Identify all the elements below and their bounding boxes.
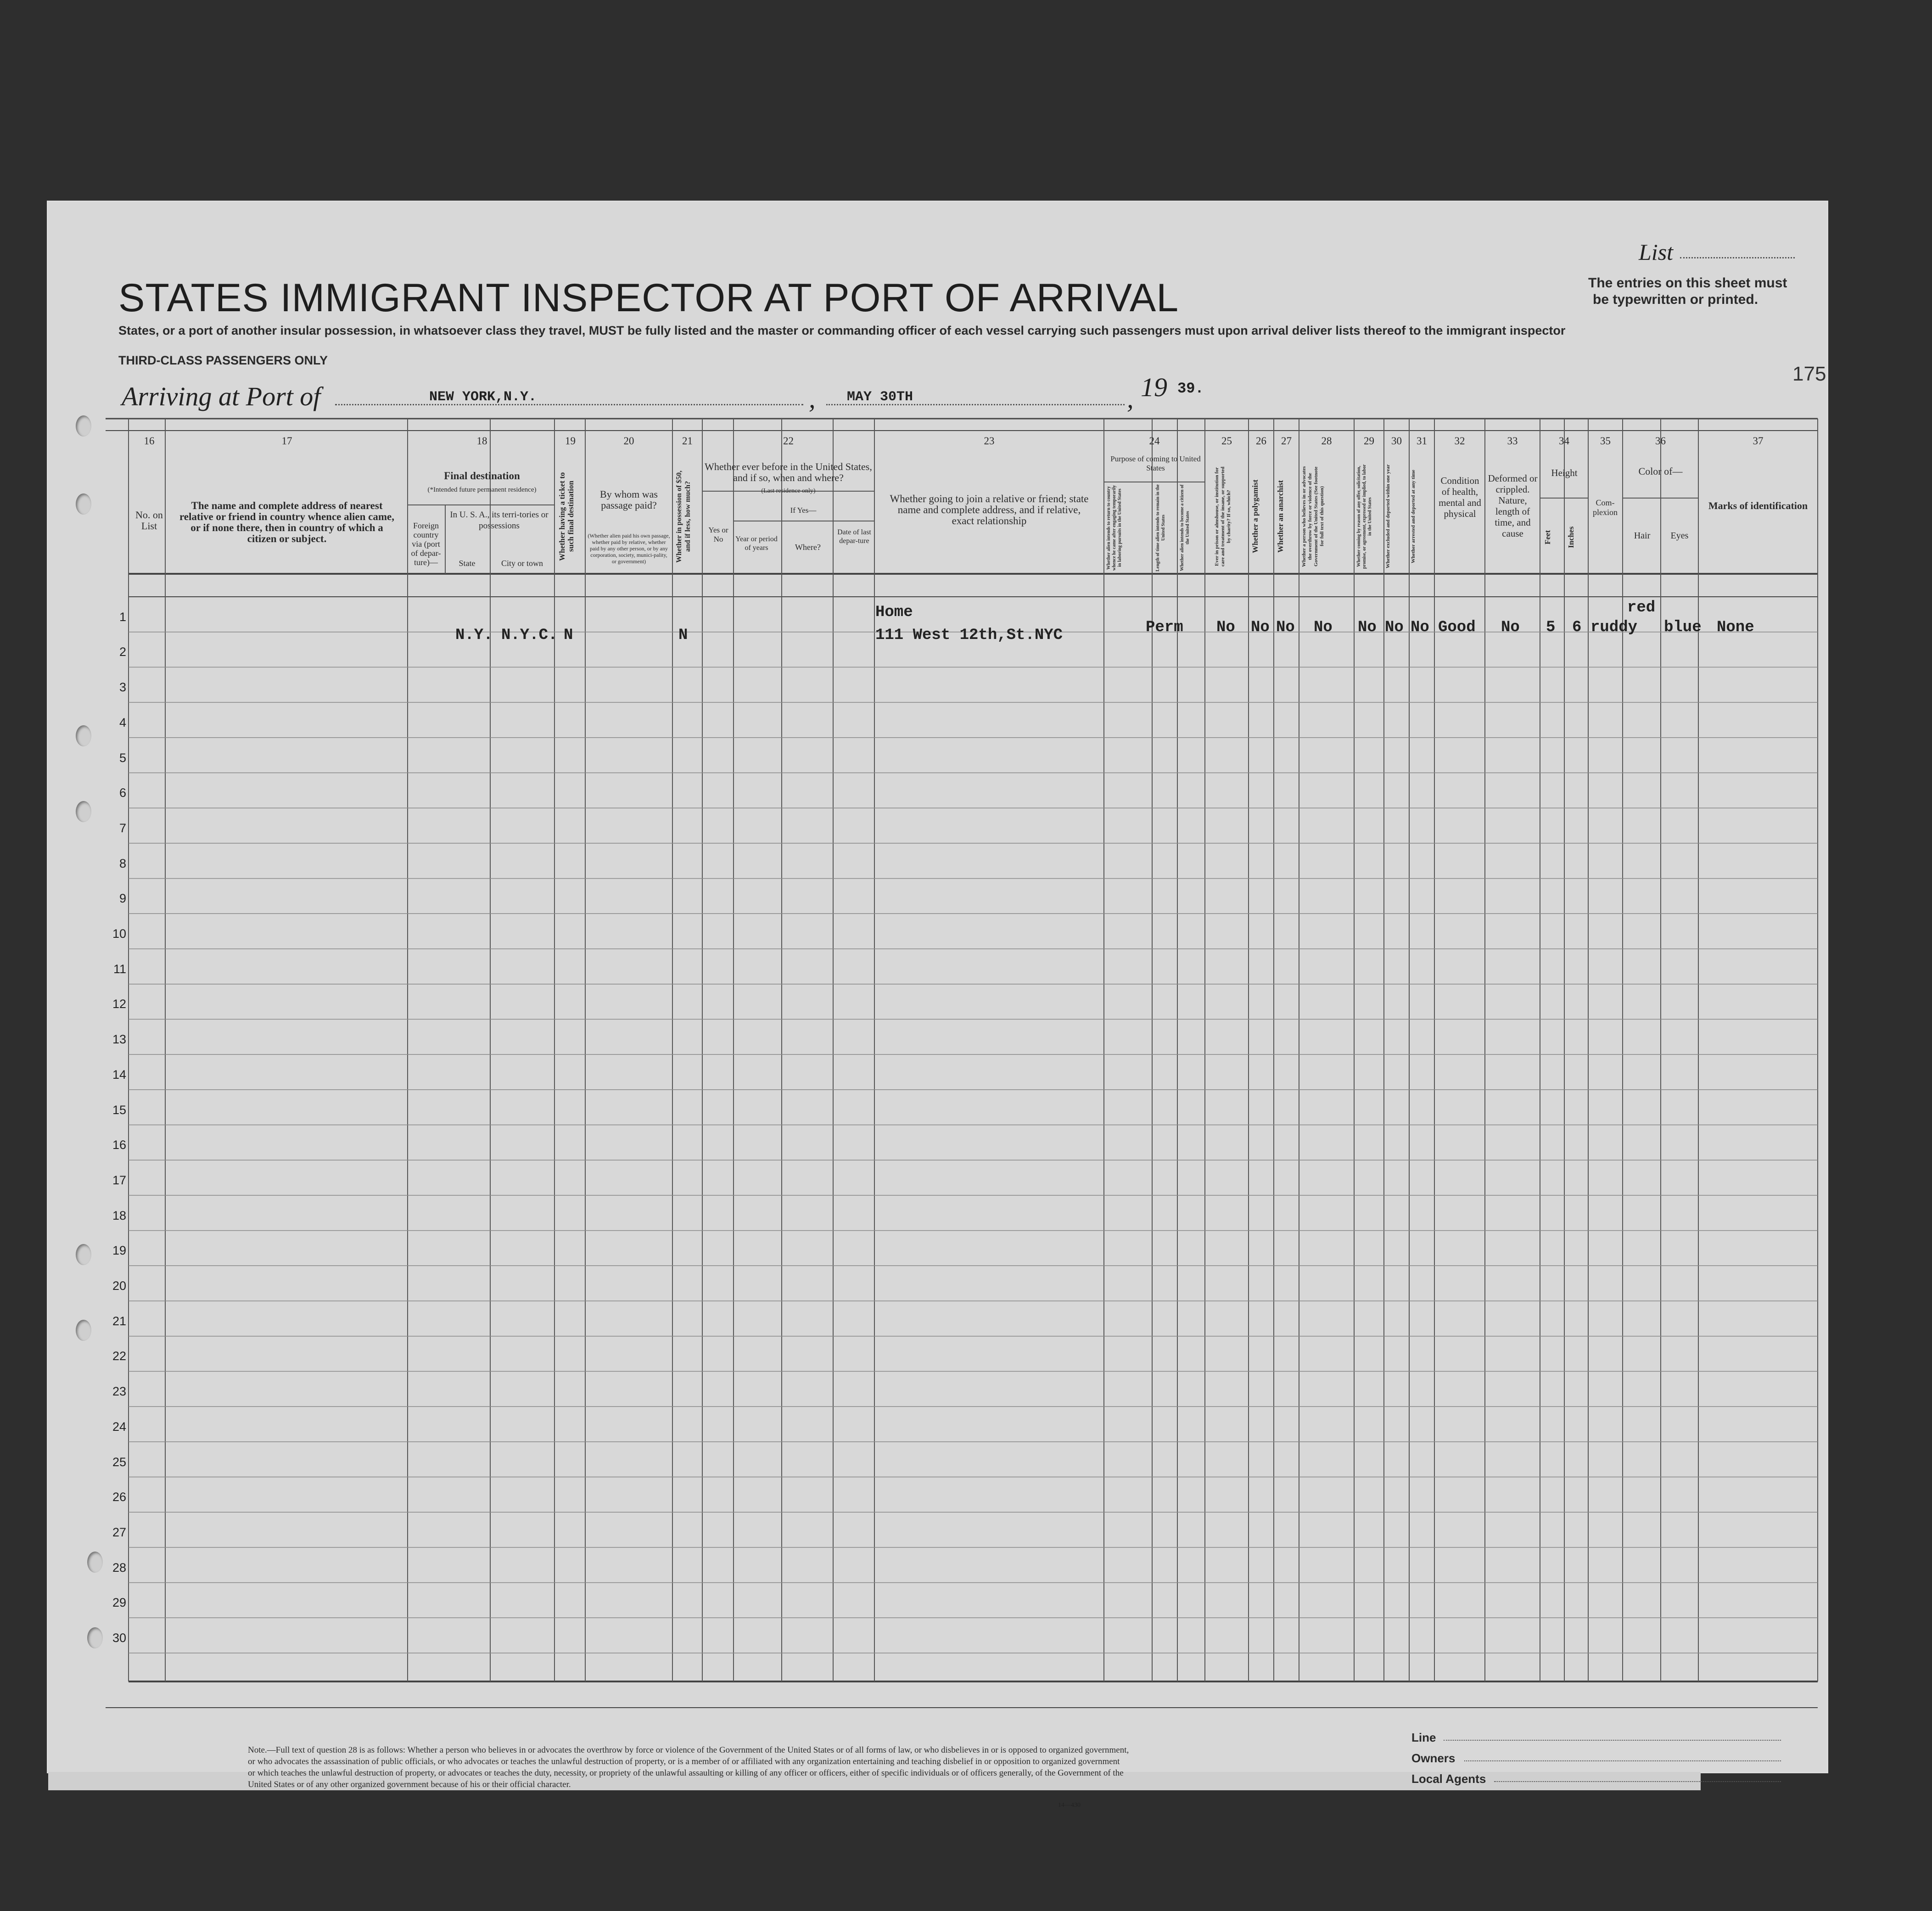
col-num-28: 28: [1321, 435, 1332, 447]
row1-polygamist: No: [1251, 619, 1270, 636]
col-header-22-yesno: Yes or No: [708, 526, 728, 544]
row1-join-line1: Home: [875, 604, 913, 621]
row1-excluded: No: [1385, 619, 1404, 636]
col-num-22: 22: [783, 435, 794, 447]
row1-prison: No: [1216, 619, 1235, 636]
footnote-question-28: Note.—Full text of question 28 is as follows: Whether a person who believes in or advocates the overthrow by force or violence of the Government of the United States or of all forms of law, or who disbelieves in or is opposed to organized government, or who advocates the assassination of public officials, or who advocates or teaches the unlawful destruction of property, or is a member of or affiliated with any organization entertaining and teaching disbelief in or opposition to organized government or which teaches the unlawful destruction of property, or advocates or teaches the duty, necessity, or propriety of the unlawful assaulting or killing of any officer or officers, either of specific individuals or of officers generally, of the Government of the United States or of any other organized government because of his or their official character.: [248, 1745, 1129, 1789]
col-header-36: Color of—: [1638, 465, 1683, 477]
row-number: 19: [112, 1244, 126, 1258]
comma: ,: [809, 384, 816, 414]
col-header-20: By whom was passage paid?: [600, 488, 658, 511]
col-num-16: 16: [144, 435, 155, 447]
row-number: 9: [119, 891, 126, 906]
col-header-34: Height: [1551, 467, 1578, 478]
year-value: 39.: [1177, 380, 1204, 397]
row1-deformed: No: [1501, 619, 1520, 636]
col-header-22-sub: (Last residence only): [761, 488, 816, 494]
col-header-17: The name and complete address of nearest relative or friend in country whence alien came, or if none there, then in country of which a citizen or subject.: [179, 500, 394, 544]
row-number: 7: [119, 821, 126, 835]
row1-anarchist: No: [1276, 619, 1295, 636]
col-num-32: 32: [1454, 435, 1465, 447]
col-header-26: Whether a polygamist: [1251, 479, 1260, 554]
comma: ,: [1127, 384, 1134, 414]
year-prefix: 19: [1141, 372, 1167, 402]
col-num-27: 27: [1281, 435, 1292, 447]
entries-note-2: be typewritten or printed.: [1593, 292, 1758, 307]
row-number: 15: [112, 1103, 126, 1117]
row-number: 24: [112, 1419, 126, 1434]
col-num-30: 30: [1391, 435, 1402, 447]
entries-note-1: The entries on this sheet must: [1588, 275, 1787, 291]
line-field: [1444, 1740, 1781, 1741]
page-number: 175: [1792, 363, 1826, 385]
row-number: 25: [112, 1455, 126, 1469]
row-number: 3: [119, 680, 126, 695]
col-header-18-usa: In U. S. A., its terri-tories or possessions: [450, 510, 549, 531]
local-agents-label: Local Agents: [1411, 1772, 1486, 1786]
form-title: STATES IMMIGRANT INSPECTOR AT PORT OF ARRIVAL: [118, 276, 1179, 320]
col-header-34-feet: Feet: [1543, 530, 1552, 544]
row1-purpose: Perm: [1146, 619, 1183, 636]
col-header-24c: Whether alien intends to become a citizen of the United States: [1180, 484, 1190, 572]
col-header-22-ifyes: If Yes—: [790, 506, 817, 515]
instruction-text: States, or a port of another insular possession, in whatsoever class they travel, MUST be fully listed and the master or commanding officer of each vessel carrying such passengers must upon arrival deliver lists thereof to the immigrant inspector: [118, 324, 1566, 337]
row1-ticket: N: [564, 627, 573, 644]
row-number: 23: [112, 1384, 126, 1399]
row-number: 8: [119, 856, 126, 870]
row1-eyes: blue: [1664, 619, 1702, 636]
class-line: THIRD-CLASS PASSENGERS ONLY: [118, 353, 328, 367]
col-header-22: Whether ever before in the United States, and if so, when and where?: [705, 461, 872, 483]
col-num-33: 33: [1507, 435, 1518, 447]
col-header-18-sub: (*Intended future permanent residence): [427, 486, 537, 493]
local-agents-field: [1494, 1781, 1781, 1782]
col-header-32: Condition of health, mental and physical: [1439, 475, 1481, 519]
row-number: 10: [112, 927, 126, 941]
col-header-31: Whether arrested and deported at any time: [1411, 470, 1416, 563]
col-header-24: Purpose of coming to United States: [1110, 454, 1201, 472]
col-num-31: 31: [1417, 435, 1427, 447]
col-num-29: 29: [1364, 435, 1374, 447]
col-header-34-inches: Inches: [1567, 526, 1575, 548]
col-header-29: Whether coming by reason of any offer, solicitation, promise, or agreement, expressed or implied, to labor in the United States: [1356, 464, 1372, 569]
col-num-17: 17: [281, 435, 292, 447]
col-header-19: Whether having a ticket to such final destination: [558, 472, 575, 561]
col-header-22-year: Year or period of years: [735, 535, 778, 552]
col-header-21: Whether in possession of $50, and if less, how much?: [675, 470, 692, 563]
col-header-22-date: Date of last depar-ture: [837, 528, 871, 545]
col-header-28: Whether a person who believes in or advocates the overthrow by force or violence of the Government of the United States (See footnote for full text of this question): [1301, 466, 1325, 567]
row-number: 11: [113, 962, 126, 976]
col-num-21: 21: [682, 435, 693, 447]
row-number: 13: [112, 1032, 126, 1047]
form-number: 14—430: [1058, 1802, 1081, 1809]
row-number: 27: [112, 1525, 126, 1539]
col-header-37: Marks of identification: [1708, 500, 1808, 511]
port-value: NEW YORK,N.Y.: [429, 389, 537, 405]
col-header-23: Whether going to join a relative or friend; state name and complete address, and if relative, exact relationship: [890, 493, 1089, 527]
list-label: List: [1639, 239, 1674, 265]
row1-overthrow: No: [1314, 619, 1333, 636]
col-num-34: 34: [1559, 435, 1569, 447]
row-number: 26: [112, 1490, 126, 1504]
col-num-35: 35: [1600, 435, 1611, 447]
col-header-24b: Length of time alien intends to remain in the United States: [1155, 484, 1166, 572]
col-num-25: 25: [1221, 435, 1232, 447]
col-header-22-where: Where?: [795, 543, 821, 552]
row1-hair: red: [1627, 599, 1656, 616]
owners-field: [1464, 1760, 1781, 1761]
owners-label: Owners: [1411, 1751, 1456, 1765]
row-number: 2: [119, 645, 126, 659]
row-number: 12: [112, 997, 126, 1011]
col-header-18: Final destination: [444, 470, 520, 482]
row-number: 22: [112, 1349, 126, 1363]
row-number: 17: [112, 1173, 126, 1187]
row1-health: Good: [1438, 619, 1476, 636]
row-number: 18: [112, 1208, 126, 1222]
row1-join-line2: 111 West 12th,St.NYC: [875, 627, 1063, 644]
col-header-16: No. on List: [135, 509, 163, 532]
row-number: 21: [112, 1314, 126, 1328]
row1-money: N: [678, 627, 688, 644]
arriving-label: Arriving at Port of: [122, 381, 321, 411]
col-num-19: 19: [565, 435, 576, 447]
row1-offer: No: [1358, 619, 1377, 636]
row-number: 30: [112, 1631, 126, 1645]
row1-city: N.Y.C.: [501, 627, 558, 644]
col-header-35: Com-plexion: [1593, 498, 1618, 517]
row-number: 5: [119, 751, 126, 765]
col-header-24a: Whether alien intends to return to country whence he came after engaging temporarily in laboring pursuits in the United States: [1106, 485, 1122, 571]
col-num-36: 36: [1655, 435, 1666, 447]
col-header-20-sub: (Whether alien paid his own passage, whether paid by relative, whether paid by any other person, or by any corporation, society, munici-pality, or government): [588, 532, 670, 565]
row-number: 28: [112, 1560, 126, 1575]
col-header-18-state: State: [459, 559, 476, 568]
row1-state: N.Y.: [455, 627, 493, 644]
col-num-24: 24: [1149, 435, 1160, 447]
row-number: 29: [112, 1596, 126, 1610]
col-num-18: 18: [476, 435, 487, 447]
col-header-27: Whether an anarchist: [1276, 480, 1285, 553]
col-num-37: 37: [1753, 435, 1764, 447]
row1-inches: 6: [1572, 619, 1582, 636]
col-header-25: Ever in prison or almshouse, or institution for care and treatment of the insane, or supported by charity? If so, which?: [1214, 466, 1232, 566]
col-header-36-eyes: Eyes: [1670, 531, 1689, 541]
row-number: 14: [112, 1067, 126, 1082]
col-header-30: Whether excluded and deported within one year: [1385, 464, 1391, 569]
col-num-26: 26: [1256, 435, 1266, 447]
col-header-18-foreign: Foreign country via (port of depar-ture)—: [411, 521, 441, 567]
row1-feet: 5: [1546, 619, 1556, 636]
row1-arrested: No: [1411, 619, 1429, 636]
row-number: 16: [112, 1138, 126, 1152]
row-number: 20: [112, 1279, 126, 1293]
col-header-33: Deformed or crippled. Nature, length of time, and cause: [1488, 473, 1538, 539]
row-number: 1: [119, 610, 126, 624]
line-label: Line: [1411, 1731, 1436, 1744]
col-header-18-city: City or town: [501, 559, 543, 568]
col-num-23: 23: [984, 435, 995, 447]
col-header-36-hair: Hair: [1634, 531, 1651, 541]
row1-marks: None: [1717, 619, 1754, 636]
row1-complexion: ruddy: [1590, 619, 1638, 636]
date-value: MAY 30TH: [847, 389, 913, 405]
col-num-20: 20: [623, 435, 634, 447]
row-number: 4: [119, 715, 126, 729]
row-number: 6: [119, 786, 126, 800]
